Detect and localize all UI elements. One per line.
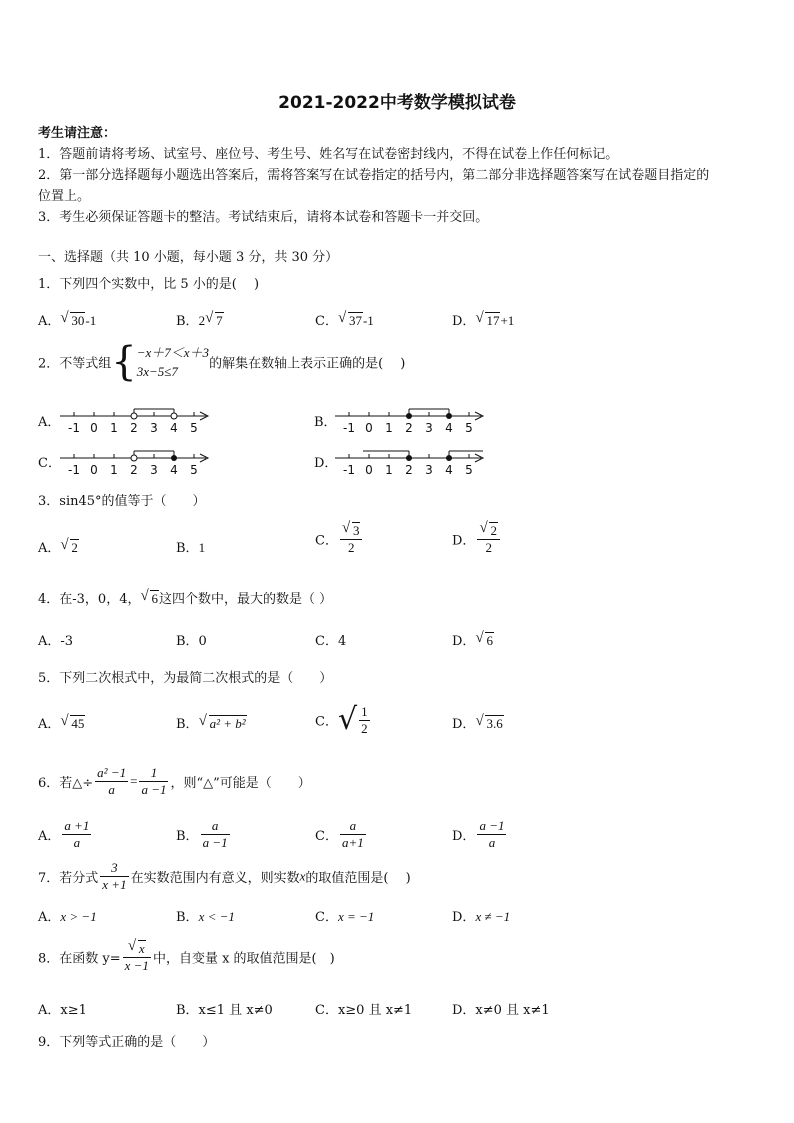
tick-label: 1: [110, 463, 118, 477]
tick-label: 2: [130, 421, 138, 435]
q7-stem: 7．若分式 $\frac{3}{x +1}$ 在实数范围内有意义，则实数x的取值范围是( ): [38, 860, 411, 892]
q3-stem: 3．sin45°的值等于（ ）: [38, 494, 206, 509]
tick-label: 3: [150, 421, 158, 435]
q3-option-a[interactable]: A． √ 2: [38, 537, 78, 556]
notice-heading: 考生请注意：: [38, 126, 117, 141]
q2-label-d[interactable]: D．: [314, 456, 338, 471]
tick-label: 2: [130, 463, 138, 477]
q1-option-b[interactable]: B．2 √ 7: [176, 310, 223, 329]
tick-label: 2: [405, 421, 413, 435]
tick-label: -1: [68, 463, 80, 477]
q5-option-b[interactable]: B． √ a² + b²: [176, 713, 246, 732]
q6-option-b[interactable]: B． $\frac{a}{a -1}$: [176, 818, 228, 850]
tick-label: 3: [150, 463, 158, 477]
tick-label: -1: [343, 463, 355, 477]
q2-inequality-2: 3x−5≤7: [136, 364, 178, 379]
q2-inequality-1: −x＋7＜x＋3: [136, 345, 210, 360]
tick-label: 1: [385, 421, 393, 435]
q2b-solid-dot-4: [446, 413, 452, 419]
q2a-open-dot-2: [131, 413, 137, 419]
tick-label: -1: [343, 421, 355, 435]
q7-option-d[interactable]: D．x ≠ −1: [452, 909, 511, 925]
q5-stem: 5．下列二次根式中，为最简二次根式的是（ ）: [38, 671, 333, 686]
q2-number-line-d[interactable]: [333, 446, 493, 480]
q6-option-a[interactable]: A． $\frac{a +1}{a}$: [38, 818, 90, 850]
tick-label: 5: [190, 463, 198, 477]
q7-option-b[interactable]: B．x < −1: [176, 909, 235, 925]
q4-option-d[interactable]: D． √ 6: [452, 630, 493, 649]
q6-option-d[interactable]: D． $\frac{a -1}{a}$: [452, 818, 505, 850]
q2b-solid-dot-2: [406, 413, 412, 419]
q8-option-c[interactable]: C．x≥0 且 x≠1: [315, 1003, 413, 1018]
q6-option-c[interactable]: C． $\frac{a}{a+1}$: [315, 818, 364, 850]
q1-option-c[interactable]: C． √ 37-1: [315, 310, 374, 329]
tick-label: 0: [90, 421, 98, 435]
q3-option-b[interactable]: B．1: [176, 540, 206, 556]
q2c-open-dot-2: [131, 455, 137, 461]
tick-label: 5: [465, 421, 473, 435]
q5-option-a[interactable]: A． √ 45: [38, 713, 85, 732]
tick-label: 0: [365, 463, 373, 477]
q1-stem: 1．下列四个实数中，比 5 小的是( ): [38, 277, 260, 292]
q1-option-d[interactable]: D． √ 17+1: [452, 310, 515, 329]
section-heading: 一、选择题（共 10 小题，每小题 3 分，共 30 分）: [38, 250, 339, 265]
tick-label: 2: [405, 463, 413, 477]
notice-item-1: 1．答题前请将考场、试室号、座位号、考生号、姓名写在试卷密封线内，不得在试卷上作任何标记。: [38, 147, 619, 162]
tick-label: 3: [425, 463, 433, 477]
q2-label-c[interactable]: C．: [38, 456, 61, 471]
q3-option-c[interactable]: C． √ 3 2: [315, 522, 364, 556]
q4-stem: 4．在-3，0，4， √ 6这四个数中，最大的数是（ ）: [38, 588, 333, 607]
q4-option-b[interactable]: B．0: [176, 634, 207, 649]
tick-label: 5: [190, 421, 198, 435]
page-title: 2021-2022中考数学模拟试卷: [278, 93, 516, 113]
tick-label: 4: [445, 421, 453, 435]
tick-label: 1: [110, 421, 118, 435]
notice-item-2: 2．第一部分选择题每小题选出答案后，需将答案写在试卷指定的括号内，第二部分非选择题答案写在试卷题目指定的: [38, 168, 710, 183]
tick-label: 4: [170, 463, 178, 477]
tick-label: 3: [425, 421, 433, 435]
tick-label: 4: [445, 463, 453, 477]
q2d-solid-dot-4: [446, 455, 452, 461]
q2-number-line-b[interactable]: [333, 404, 493, 438]
tick-label: 0: [365, 421, 373, 435]
q4-option-c[interactable]: C．4: [315, 634, 347, 649]
notice-item-3: 3．考生必须保证答题卡的整洁。考试结束后，请将本试卷和答题卡一并交回。: [38, 210, 489, 225]
q5-option-c[interactable]: C．√ $\frac{1}{2}$: [315, 702, 368, 737]
q9-stem: 9．下列等式正确的是（ ）: [38, 1035, 216, 1050]
q2-number-line-a[interactable]: [58, 404, 218, 438]
q6-stem: 6．若△÷ $\frac{\text{a² −1}}{a}$ = $\frac{1}{a -1}$ ，则“△”可能是（ ）: [38, 765, 311, 797]
q5-option-d[interactable]: D． √ 3.6: [452, 713, 503, 732]
q2d-solid-dot-2: [406, 455, 412, 461]
q8-option-a[interactable]: A．x≥1: [38, 1003, 87, 1018]
tick-label: 1: [385, 463, 393, 477]
q2-number-line-c[interactable]: [58, 446, 218, 480]
q8-option-b[interactable]: B．x≤1 且 x≠0: [176, 1003, 273, 1018]
tick-label: 5: [465, 463, 473, 477]
q7-option-a[interactable]: A．x > −1: [38, 909, 97, 925]
q2-label-a[interactable]: A．: [38, 415, 61, 430]
q3-option-d[interactable]: D． √ 2 2: [452, 522, 502, 556]
q2-stem: 2．不等式组{ −x＋7＜x＋3 3x−5≤7 的解集在数轴上表示正确的是( ): [38, 339, 406, 385]
q2a-open-dot-4: [171, 413, 177, 419]
q8-option-d[interactable]: D．x≠0 且 x≠1: [452, 1003, 550, 1018]
q2-label-b[interactable]: B．: [314, 415, 337, 430]
q4-option-a[interactable]: A．-3: [38, 634, 74, 649]
tick-label: 4: [170, 421, 178, 435]
q7-option-c[interactable]: C．x = −1: [315, 909, 375, 925]
tick-label: 0: [90, 463, 98, 477]
q8-stem: 8．在函数 y= √ x x −1 中，自变量 x 的取值范围是( ): [38, 938, 335, 973]
q2c-solid-dot-4: [171, 455, 177, 461]
q1-option-a[interactable]: A． √ 30-1: [38, 310, 97, 329]
tick-label: -1: [68, 421, 80, 435]
notice-item-2-cont: 位置上。: [38, 189, 91, 204]
